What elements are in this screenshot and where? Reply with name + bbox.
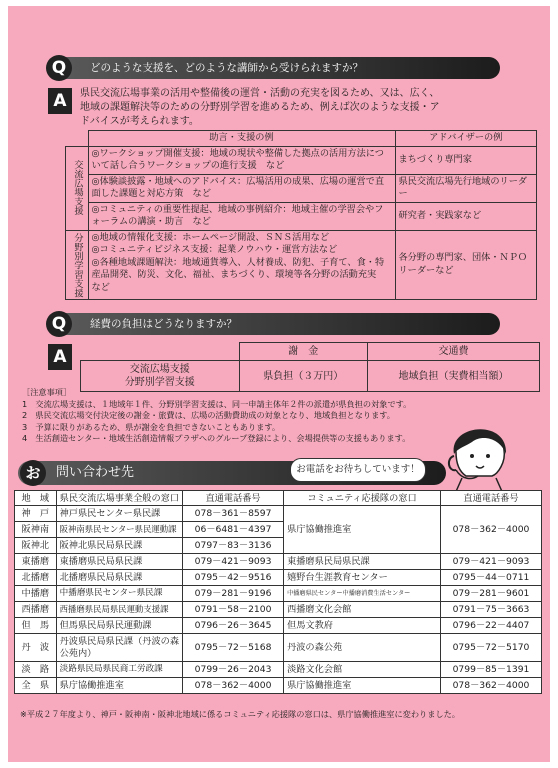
table-row xyxy=(15,586,542,602)
tel-cell: 0796－26－3645 xyxy=(183,618,284,634)
c-window-cell: 但馬文教府 xyxy=(284,618,441,634)
tel-cell: 0791－58－2100 xyxy=(183,602,284,618)
support-table xyxy=(65,130,537,300)
c-tel-cell: 0796－22－4407 xyxy=(440,618,541,634)
table-row xyxy=(15,678,542,694)
answer-line: 県民交流広場事業の活用や整備後の運営・活動の充実を図るため、又は、広く、 xyxy=(80,88,440,99)
table-row xyxy=(15,602,542,618)
area-cell: 丹 波 xyxy=(15,634,57,662)
adviser-cell: まちづくり専門家 xyxy=(395,146,537,174)
contact-table xyxy=(14,490,542,694)
cost-header-fee: 謝 金 xyxy=(239,343,368,361)
cost-table xyxy=(80,342,540,392)
adviser-cell: 県民交流広場先行地域のリーダー xyxy=(395,174,537,202)
speech-bubble: お電話をお待ちしています！ xyxy=(290,458,426,482)
c-window-cell: 中播磨県民センター中播磨消費生活センター xyxy=(284,586,441,602)
group-label-learning: 分野別学習支援 xyxy=(66,230,89,299)
tel-cell: 0795－72－5168 xyxy=(183,634,284,662)
c-tel-cell: 078－362－4000 xyxy=(440,678,541,694)
c-tel-cell: 079－281－9601 xyxy=(440,586,541,602)
question-bar-2 xyxy=(48,313,500,335)
note-item: 2 県民交流広場交付決定後の謝金・旅費は、広場の活動費助成の対象となり、地域負担となります。 xyxy=(22,410,395,420)
example-cell: ◎体験談披露・地域へのアドバイス：広場活用の成果、広場の運営で直面した課題と対応方策 など xyxy=(88,174,395,202)
c-window-cell: 県庁協働推進室 xyxy=(284,678,441,694)
window-cell: 中播磨県民センター県民課 xyxy=(56,586,182,602)
footnote: ※平成２７年度より、神戸・阪神南・阪神北地域に係るコミュニティ応援隊の窓口は、県庁協働推進室に変わりました。 xyxy=(20,709,460,719)
cost-fee-value: 県負担（３万円） xyxy=(239,361,368,392)
area-cell: 阪神南 xyxy=(15,522,57,538)
table-row xyxy=(15,506,542,522)
table-row xyxy=(15,554,542,570)
note-item: 3 予算に限りがあるため、県が謝金を負担できないこともあります。 xyxy=(22,421,281,432)
table-row xyxy=(66,146,537,174)
adviser-cell: 各分野の専門家、団体・ＮＰＯリーダーなど xyxy=(395,230,537,299)
area-cell: 北播磨 xyxy=(15,570,57,586)
contact-header-c-window: コミュニティ応援隊の窓口 xyxy=(284,491,441,506)
support-table-header-example: 助言・支援の例 xyxy=(88,131,395,147)
c-tel-cell: 0799－85－1391 xyxy=(440,662,541,678)
window-cell: 西播磨県民局県民運動支援課 xyxy=(56,602,182,618)
example-cell: ◎コミュニティの重要性提起、地域の事例紹介：地域主催の学習会やフォーラムの講演・助言 など xyxy=(88,202,395,230)
c-window-cell: 嬉野台生涯教育センター xyxy=(284,570,441,586)
adviser-cell: 研究者・実践家など xyxy=(395,202,537,230)
contact-header-window: 県民交流広場事業全般の窓口 xyxy=(56,491,182,506)
area-cell: 西播磨 xyxy=(15,602,57,618)
c-tel-cell: 078－362－4000 xyxy=(440,506,541,554)
page xyxy=(8,6,550,762)
cost-travel-value: 地域負担（実費相当額） xyxy=(368,361,540,392)
c-window-cell: 丹波の森公苑 xyxy=(284,634,441,662)
window-cell: 阪神南県民センター県民運動課 xyxy=(56,522,182,538)
c-window-cell: 西播磨文化会館 xyxy=(284,602,441,618)
a-badge-1: A xyxy=(48,88,72,114)
question-text-2: 経費の負担はどうなりますか？ xyxy=(90,318,237,330)
window-cell: 丹波県民局県民課（丹波の森公苑内） xyxy=(56,634,182,662)
table-row xyxy=(15,662,542,678)
tel-cell: 079－281－9196 xyxy=(183,586,284,602)
contact-header-area: 地 域 xyxy=(15,491,57,506)
table-row xyxy=(66,230,537,299)
cost-row-label-2: 分野別学習支援 xyxy=(124,377,195,388)
table-row xyxy=(15,570,542,586)
c-tel-cell: 079－421－9093 xyxy=(440,554,541,570)
q-badge-1: Q xyxy=(46,55,72,81)
question-text-1: どのような支援を、どのような講師から受けられますか？ xyxy=(90,62,363,74)
area-cell: 神 戸 xyxy=(15,506,57,522)
area-cell: 阪神北 xyxy=(15,538,57,554)
tel-cell: 079－421－9093 xyxy=(183,554,284,570)
question-bar-1 xyxy=(48,57,500,79)
example-cell: ◎ワークショップ開催支援：地域の現状や整備した拠点の活用方法について話し合うワークショップの進行支援 など xyxy=(88,146,395,174)
answer-line: 地域の課題解決等のための分野別学習を進めるため、例えば次のような支援・ア xyxy=(80,102,440,113)
contact-badge: お xyxy=(20,460,46,486)
tel-cell: 0799－26－2043 xyxy=(183,662,284,678)
contact-header-tel: 直通電話番号 xyxy=(183,491,284,506)
c-tel-cell: 0795－72－5170 xyxy=(440,634,541,662)
group-label-plaza: 交流広場支援 xyxy=(66,146,89,230)
area-cell: 中播磨 xyxy=(15,586,57,602)
contact-title: 問い合わせ先 xyxy=(56,465,135,480)
window-cell: 淡路県民局県民商工労政課 xyxy=(56,662,182,678)
area-cell: 東播磨 xyxy=(15,554,57,570)
answer-text-1 xyxy=(80,87,540,129)
note-item: 1 交流広場支援は、１地域年１件、分野別学習支援は、同一申請主体年２件の派遣が県負担の対象です。 xyxy=(22,398,412,409)
operator-illustration xyxy=(442,418,516,498)
c-tel-cell: 0791－75－3663 xyxy=(440,602,541,618)
area-cell: 但 馬 xyxy=(15,618,57,634)
tel-cell: 0797－83－3136 xyxy=(183,538,284,554)
table-row xyxy=(66,174,537,202)
area-cell: 全 県 xyxy=(15,678,57,694)
window-cell: 県庁協働推進室 xyxy=(56,678,182,694)
window-cell: 北播磨県民局県民課 xyxy=(56,570,182,586)
support-table-header-adviser: アドバイザーの例 xyxy=(395,131,537,147)
table-row xyxy=(15,618,542,634)
c-window-cell: 県庁協働推進室 xyxy=(284,506,441,554)
notes-title: ［注意事項］ xyxy=(22,387,72,397)
c-tel-cell: 0795－44－0711 xyxy=(440,570,541,586)
tel-cell: 078－361－8597 xyxy=(183,506,284,522)
c-window-cell: 淡路文化会館 xyxy=(284,662,441,678)
tel-cell: 078－362－4000 xyxy=(183,678,284,694)
answer-line: ドバイスが考えられます。 xyxy=(80,116,199,127)
table-row xyxy=(66,202,537,230)
tel-cell: 06－6481－4397 xyxy=(183,522,284,538)
area-cell: 淡 路 xyxy=(15,662,57,678)
q-badge-2: Q xyxy=(46,311,72,337)
cost-row-label-1: 交流広場支援 xyxy=(129,364,190,375)
contact-header-c-tel: 直通電話番号 xyxy=(440,491,541,506)
window-cell: 神戸県民センター県民課 xyxy=(56,506,182,522)
table-row xyxy=(15,634,542,662)
window-cell: 東播磨県民局県民課 xyxy=(56,554,182,570)
a-badge-2: A xyxy=(48,344,72,370)
cost-header-travel: 交通費 xyxy=(368,343,540,361)
note-item: 4 生活創造センター・地域生活創造情報プラザへのグループ登録により、会場提供等の支援もあります。 xyxy=(22,433,411,443)
c-window-cell: 東播磨県民局県民課 xyxy=(284,554,441,570)
tel-cell: 0795－42－9516 xyxy=(183,570,284,586)
window-cell: 阪神北県民局県民課 xyxy=(56,538,182,554)
example-cell: ◎地域の情報化支援：ホームページ開設、ＳＮＳ活用など ◎コミュニティビジネス支援：起業ノウハウ・運営方法など ◎各種地域課題解決：地域通貨導入、人材養成、防犯、子育て、食・特産品開発、防災、文化、福祉、まちづくり、環境等各分野の活動充実 など xyxy=(88,230,395,299)
window-cell: 但馬県民局県民運動課 xyxy=(56,618,182,634)
